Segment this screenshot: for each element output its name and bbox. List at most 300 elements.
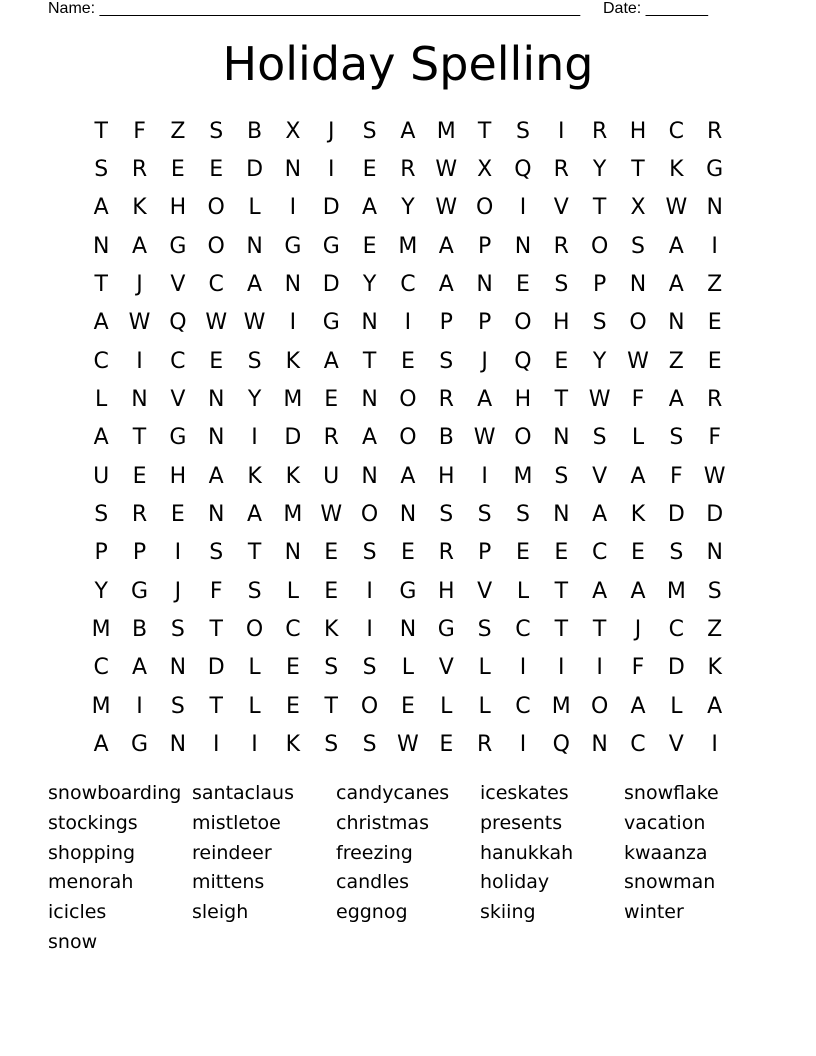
grid-cell[interactable]: S <box>94 157 109 183</box>
grid-cell[interactable]: Y <box>592 157 607 183</box>
grid-cell[interactable]: I <box>289 310 297 336</box>
grid-cell[interactable]: I <box>596 655 603 681</box>
grid-cell[interactable]: N <box>476 272 493 298</box>
grid-cell[interactable]: R <box>476 732 493 758</box>
grid-cell[interactable]: E <box>516 540 530 566</box>
grid-row <box>82 572 734 610</box>
grid-cell[interactable]: R <box>553 233 569 259</box>
grid-cell[interactable]: N <box>92 233 110 259</box>
grid-cell[interactable]: F <box>670 463 683 489</box>
grid-cell[interactable]: N <box>706 540 723 566</box>
grid-cell[interactable]: P <box>94 540 108 566</box>
grid-cell[interactable]: E <box>170 502 185 528</box>
grid-cell[interactable]: E <box>439 732 454 758</box>
grid-cell[interactable]: L <box>516 578 530 604</box>
grid-cell[interactable]: R <box>438 540 454 566</box>
grid-cell[interactable]: A <box>323 348 339 374</box>
grid-cell[interactable]: H <box>553 310 570 336</box>
grid-cell[interactable]: N <box>361 310 378 336</box>
grid-cell[interactable]: O <box>207 233 225 259</box>
grid-cell[interactable]: N <box>361 463 378 489</box>
grid-cell[interactable]: E <box>707 348 722 374</box>
grid-cell[interactable]: H <box>437 578 455 604</box>
grid-cell[interactable]: H <box>437 463 455 489</box>
grid-cell[interactable]: M <box>91 693 111 719</box>
grid-cell[interactable]: I <box>558 118 565 144</box>
grid-cell[interactable]: K <box>707 655 722 681</box>
grid-cell[interactable]: A <box>707 693 723 719</box>
grid-cell[interactable]: J <box>174 578 182 604</box>
grid-cell[interactable]: J <box>136 272 143 298</box>
grid-cell[interactable]: R <box>400 157 416 183</box>
grid-row <box>82 419 734 457</box>
grid-row <box>82 687 734 725</box>
grid-cell[interactable]: L <box>248 195 261 221</box>
grid-cell[interactable]: G <box>130 578 149 604</box>
grid-cell[interactable]: T <box>247 540 262 566</box>
grid-cell[interactable]: S <box>362 118 377 144</box>
grid-cell[interactable]: V <box>668 732 684 758</box>
grid-cell[interactable]: L <box>95 387 108 413</box>
grid-cell[interactable]: P <box>439 310 453 336</box>
grid-cell[interactable]: S <box>362 540 377 566</box>
grid-cell[interactable]: N <box>361 387 378 413</box>
grid-cell[interactable]: G <box>399 578 417 604</box>
grid-cell[interactable]: F <box>209 578 223 604</box>
grid-cell[interactable]: O <box>360 502 379 528</box>
grid-cell[interactable]: A <box>668 272 684 298</box>
grid-cell[interactable]: I <box>174 540 182 566</box>
grid-cell[interactable]: I <box>711 233 718 259</box>
grid-cell[interactable]: N <box>706 195 723 221</box>
grid-cell[interactable]: N <box>284 540 302 566</box>
grid-cell[interactable]: P <box>477 233 492 259</box>
grid-cell[interactable]: S <box>170 693 185 719</box>
grid-cell[interactable]: A <box>477 387 493 413</box>
grid-cell[interactable]: I <box>558 655 565 681</box>
grid-cell[interactable]: E <box>132 463 147 489</box>
grid-cell[interactable]: L <box>440 693 453 719</box>
grid-cell[interactable]: W <box>320 502 343 528</box>
grid-cell[interactable]: D <box>246 157 264 183</box>
grid-cell[interactable]: N <box>553 425 570 451</box>
grid-cell[interactable]: S <box>324 655 339 681</box>
grid-cell[interactable]: N <box>284 272 302 298</box>
grid-cell[interactable]: Q <box>552 732 570 758</box>
grid-cell[interactable]: T <box>554 617 569 643</box>
grid-cell[interactable]: A <box>668 233 684 259</box>
grid-cell[interactable]: E <box>285 693 300 719</box>
grid-cell[interactable]: Q <box>514 348 532 374</box>
grid-cell[interactable]: I <box>327 157 335 183</box>
date-field[interactable]: Date: _______ <box>603 0 708 17</box>
grid-cell[interactable]: N <box>284 157 302 183</box>
grid-cell[interactable]: L <box>670 693 683 719</box>
grid-cell[interactable]: V <box>553 195 569 221</box>
grid-cell[interactable]: R <box>707 118 723 144</box>
grid-cell[interactable]: G <box>169 233 187 259</box>
grid-cell[interactable]: M <box>666 578 686 604</box>
grid-cell[interactable]: M <box>436 118 456 144</box>
grid-cell[interactable]: X <box>630 195 646 221</box>
grid-cell[interactable]: V <box>438 655 454 681</box>
grid-cell[interactable]: N <box>591 732 608 758</box>
grid-cell[interactable]: A <box>93 425 109 451</box>
grid-cell[interactable]: W <box>435 195 458 221</box>
grid-cell[interactable]: W <box>397 732 419 758</box>
grid-cell[interactable]: T <box>209 617 223 643</box>
grid-cell[interactable]: E <box>400 348 415 374</box>
grid-cell[interactable]: H <box>169 463 187 489</box>
grid-cell[interactable]: E <box>324 387 339 413</box>
grid-cell[interactable]: C <box>285 617 301 643</box>
grid-cell[interactable]: D <box>322 272 340 298</box>
grid-cell[interactable]: V <box>592 463 608 489</box>
grid-cell[interactable]: A <box>247 272 263 298</box>
grid-cell[interactable]: S <box>554 272 569 298</box>
grid-cell[interactable]: I <box>136 693 143 719</box>
grid-cell[interactable]: U <box>93 463 110 489</box>
grid-cell[interactable]: Z <box>170 118 186 144</box>
grid-cell[interactable]: M <box>283 387 303 413</box>
grid-cell[interactable]: N <box>553 502 570 528</box>
grid-cell[interactable]: S <box>247 348 262 374</box>
grid-cell[interactable]: L <box>248 655 261 681</box>
grid-cell[interactable]: S <box>209 540 224 566</box>
grid-cell[interactable]: C <box>591 540 608 566</box>
grid-cell[interactable]: J <box>481 348 488 374</box>
grid-cell[interactable]: I <box>251 732 258 758</box>
grid-cell[interactable]: W <box>588 387 611 413</box>
grid-cell[interactable]: S <box>554 463 569 489</box>
grid-cell[interactable]: M <box>398 233 418 259</box>
grid-cell[interactable]: E <box>324 578 339 604</box>
grid-cell[interactable]: O <box>360 693 379 719</box>
grid-cell[interactable]: A <box>630 693 646 719</box>
grid-cell[interactable]: S <box>477 502 492 528</box>
grid-cell[interactable]: E <box>362 157 377 183</box>
grid-cell[interactable]: S <box>439 348 454 374</box>
grid-cell[interactable]: S <box>707 578 722 604</box>
grid-cell[interactable]: V <box>170 387 186 413</box>
grid-cell[interactable]: T <box>324 693 338 719</box>
grid-cell[interactable]: G <box>322 233 340 259</box>
grid-cell[interactable]: A <box>668 387 684 413</box>
word-list-item: shopping <box>48 841 136 864</box>
grid-cell[interactable]: S <box>209 118 224 144</box>
grid-cell[interactable]: Z <box>707 617 723 643</box>
grid-cell[interactable]: Z <box>668 348 684 374</box>
grid-cell[interactable]: W <box>205 310 228 336</box>
grid-cell[interactable]: N <box>207 502 225 528</box>
word-list-item: snowboarding <box>48 782 182 804</box>
grid-cell[interactable]: N <box>629 272 647 298</box>
grid-cell[interactable]: F <box>708 425 721 451</box>
grid-cell[interactable]: A <box>362 425 378 451</box>
grid-cell[interactable]: T <box>554 387 569 413</box>
grid-cell[interactable]: D <box>667 655 685 681</box>
grid-cell[interactable]: K <box>630 502 646 528</box>
grid-cell[interactable]: G <box>169 425 187 451</box>
grid-cell[interactable]: I <box>212 732 220 758</box>
grid-cell[interactable]: T <box>592 195 607 221</box>
grid-cell[interactable]: L <box>478 693 491 719</box>
grid-cell[interactable]: L <box>248 693 261 719</box>
grid-cell[interactable]: V <box>170 272 186 298</box>
grid-cell[interactable]: Y <box>247 387 262 413</box>
grid-cell[interactable]: N <box>131 387 148 413</box>
grid-cell[interactable]: I <box>519 655 527 681</box>
grid-cell[interactable]: T <box>362 348 377 374</box>
grid-cell[interactable]: B <box>131 617 148 643</box>
grid-cell[interactable]: P <box>477 310 492 336</box>
grid-cell[interactable]: T <box>94 118 108 144</box>
grid-cell[interactable]: X <box>285 118 301 144</box>
grid-cell[interactable]: P <box>477 540 492 566</box>
grid-cell[interactable]: N <box>207 425 225 451</box>
grid-cell[interactable]: A <box>592 502 608 528</box>
grid-cell[interactable]: Y <box>401 195 415 221</box>
grid-cell[interactable]: N <box>514 233 532 259</box>
grid-cell[interactable]: A <box>630 578 646 604</box>
name-field[interactable]: Name: ______________________________________________________ <box>48 0 581 17</box>
grid-cell[interactable]: E <box>554 348 569 374</box>
grid-cell[interactable]: A <box>93 732 109 758</box>
grid-cell[interactable]: C <box>400 272 416 298</box>
grid-cell[interactable]: R <box>323 425 339 451</box>
grid-cell[interactable]: T <box>209 693 223 719</box>
grid-cell[interactable]: L <box>286 578 300 604</box>
grid-cell[interactable]: S <box>669 425 684 451</box>
grid-cell[interactable]: A <box>362 195 378 221</box>
grid-cell[interactable]: F <box>631 387 645 413</box>
grid-cell[interactable]: K <box>324 617 339 643</box>
grid-cell[interactable]: O <box>245 617 264 643</box>
grid-cell[interactable]: E <box>554 540 569 566</box>
grid-cell[interactable]: O <box>475 195 494 221</box>
grid-cell[interactable]: A <box>131 233 148 259</box>
grid-cell[interactable]: R <box>553 157 569 183</box>
grid-cell[interactable]: A <box>630 463 646 489</box>
grid-cell[interactable]: F <box>133 118 146 144</box>
grid-cell[interactable]: D <box>667 502 685 528</box>
grid-cell[interactable]: A <box>592 578 608 604</box>
grid-cell[interactable]: C <box>208 272 224 298</box>
grid-cell[interactable]: I <box>136 348 143 374</box>
grid-cell[interactable]: A <box>438 272 454 298</box>
grid-cell[interactable]: P <box>132 540 147 566</box>
grid-cell[interactable]: T <box>477 118 492 144</box>
grid-cell[interactable]: R <box>591 118 608 144</box>
grid-cell[interactable]: B <box>247 118 263 144</box>
grid-cell[interactable]: W <box>665 195 688 221</box>
grid-cell[interactable]: G <box>437 617 455 643</box>
grid-cell[interactable]: O <box>399 387 417 413</box>
grid-cell[interactable]: N <box>169 732 187 758</box>
grid-cell[interactable]: E <box>209 157 224 183</box>
grid-cell[interactable]: E <box>707 310 722 336</box>
grid-cell[interactable]: O <box>514 310 532 336</box>
grid-cell[interactable]: N <box>399 617 417 643</box>
grid-cell[interactable]: O <box>207 195 225 221</box>
grid-cell[interactable]: Y <box>94 578 108 604</box>
grid-cell[interactable]: E <box>170 157 185 183</box>
grid-cell[interactable]: W <box>703 463 726 489</box>
grid-cell[interactable]: N <box>668 310 685 336</box>
grid-cell[interactable]: L <box>631 425 645 451</box>
grid-cell[interactable]: N <box>399 502 417 528</box>
grid-cell[interactable]: Y <box>592 348 607 374</box>
grid-cell[interactable]: M <box>551 693 571 719</box>
grid-cell[interactable]: A <box>93 195 109 221</box>
grid-cell[interactable]: S <box>170 617 185 643</box>
grid-cell[interactable]: R <box>131 502 148 528</box>
grid-cell[interactable]: A <box>247 502 263 528</box>
grid-cell[interactable]: T <box>94 272 108 298</box>
grid-cell[interactable]: W <box>243 310 266 336</box>
grid-cell[interactable]: N <box>169 655 187 681</box>
grid-cell[interactable]: J <box>634 617 642 643</box>
grid-cell[interactable]: K <box>285 732 301 758</box>
grid-cell[interactable]: K <box>285 348 301 374</box>
grid-cell[interactable]: O <box>629 310 647 336</box>
word-list-item: sleigh <box>192 901 249 924</box>
grid-cell[interactable]: F <box>631 655 645 681</box>
grid-cell[interactable]: I <box>289 195 297 221</box>
grid-cell[interactable]: I <box>366 578 373 604</box>
grid-cell[interactable]: R <box>707 387 723 413</box>
grid-cell[interactable]: E <box>400 540 415 566</box>
grid-cell[interactable]: H <box>169 195 187 221</box>
grid-cell[interactable]: I <box>519 195 527 221</box>
grid-cell[interactable]: G <box>322 310 340 336</box>
grid-cell[interactable]: E <box>516 272 530 298</box>
grid-cell[interactable]: D <box>284 425 302 451</box>
header-line <box>48 0 708 18</box>
grid-cell[interactable]: K <box>247 463 262 489</box>
grid-cell[interactable]: A <box>400 118 416 144</box>
grid-cell[interactable]: U <box>323 463 340 489</box>
grid-cell[interactable]: G <box>284 233 302 259</box>
grid-cell[interactable]: S <box>439 502 454 528</box>
grid-cell[interactable]: W <box>473 425 496 451</box>
grid-cell[interactable]: X <box>477 157 493 183</box>
grid-cell[interactable]: S <box>324 732 339 758</box>
grid-cell[interactable]: D <box>706 502 724 528</box>
grid-cell[interactable]: Q <box>169 310 187 336</box>
grid-cell[interactable]: G <box>706 157 724 183</box>
grid-cell[interactable]: I <box>519 732 527 758</box>
grid-cell[interactable]: S <box>247 578 262 604</box>
grid-cell[interactable]: V <box>477 578 493 604</box>
grid-cell[interactable]: M <box>513 463 533 489</box>
grid-cell[interactable]: T <box>592 617 607 643</box>
grid-cell[interactable]: W <box>128 310 151 336</box>
grid-cell[interactable]: A <box>93 310 109 336</box>
grid-cell[interactable]: I <box>481 463 488 489</box>
grid-cell[interactable]: S <box>362 655 377 681</box>
grid-cell[interactable]: W <box>627 348 649 374</box>
grid-cell[interactable]: C <box>515 693 531 719</box>
grid-cell[interactable]: W <box>435 157 458 183</box>
grid-cell[interactable]: I <box>711 732 718 758</box>
grid-cell[interactable]: S <box>592 425 607 451</box>
grid-cell[interactable]: B <box>438 425 454 451</box>
grid-cell[interactable]: E <box>400 693 415 719</box>
grid-cell[interactable]: D <box>207 655 225 681</box>
grid-cell[interactable]: J <box>327 118 335 144</box>
grid-cell[interactable]: N <box>207 387 225 413</box>
grid-cell[interactable]: O <box>590 693 609 719</box>
grid-cell[interactable]: E <box>362 233 377 259</box>
grid-cell[interactable]: I <box>404 310 412 336</box>
grid-cell[interactable]: E <box>285 655 300 681</box>
grid-cell[interactable]: H <box>514 387 532 413</box>
grid-cell[interactable]: O <box>590 233 609 259</box>
grid-cell[interactable]: E <box>631 540 645 566</box>
grid-cell[interactable]: O <box>514 425 532 451</box>
grid-cell[interactable]: C <box>668 617 685 643</box>
grid-cell[interactable]: S <box>362 732 377 758</box>
grid-cell[interactable]: C <box>515 617 531 643</box>
grid-cell[interactable]: E <box>324 540 339 566</box>
grid-cell[interactable]: A <box>131 655 148 681</box>
grid-cell[interactable]: R <box>131 157 148 183</box>
grid-cell[interactable]: S <box>94 502 109 528</box>
grid-cell[interactable]: Z <box>707 272 723 298</box>
grid-cell[interactable]: C <box>93 655 109 681</box>
grid-cell[interactable]: T <box>631 157 645 183</box>
grid-cell[interactable]: M <box>283 502 303 528</box>
grid-cell[interactable]: H <box>629 118 647 144</box>
grid-cell[interactable]: E <box>209 348 224 374</box>
grid-cell[interactable]: R <box>438 387 454 413</box>
grid-cell[interactable]: L <box>401 655 415 681</box>
word-list-item: icicles <box>48 901 107 924</box>
grid-cell[interactable]: A <box>208 463 224 489</box>
grid-cell[interactable]: S <box>669 540 684 566</box>
grid-cell[interactable]: N <box>246 233 263 259</box>
grid-cell[interactable]: A <box>400 463 416 489</box>
grid-cell[interactable]: C <box>170 348 186 374</box>
grid-cell[interactable]: C <box>93 348 109 374</box>
grid-cell[interactable]: G <box>130 732 149 758</box>
grid-cell[interactable]: Y <box>362 272 377 298</box>
grid-cell[interactable]: M <box>91 617 111 643</box>
grid-cell[interactable]: S <box>515 118 530 144</box>
grid-row <box>82 649 734 687</box>
grid-cell[interactable]: K <box>132 195 147 221</box>
grid-cell[interactable]: S <box>477 617 492 643</box>
grid-cell[interactable]: Q <box>514 157 532 183</box>
grid-cell[interactable]: T <box>132 425 147 451</box>
grid-cell[interactable]: K <box>669 157 684 183</box>
grid-cell[interactable]: L <box>478 655 491 681</box>
grid-cell[interactable]: S <box>631 233 645 259</box>
grid-cell[interactable]: D <box>322 195 340 221</box>
grid-cell[interactable]: I <box>251 425 258 451</box>
grid-cell[interactable]: P <box>593 272 607 298</box>
grid-cell[interactable]: C <box>630 732 646 758</box>
grid-cell[interactable]: O <box>399 425 417 451</box>
grid-cell[interactable]: C <box>668 118 685 144</box>
grid-cell[interactable]: K <box>285 463 301 489</box>
grid-cell[interactable]: I <box>366 617 373 643</box>
grid-cell[interactable]: A <box>438 233 454 259</box>
grid-cell[interactable]: S <box>592 310 607 336</box>
grid-cell[interactable]: S <box>515 502 530 528</box>
grid-cell[interactable]: T <box>554 578 569 604</box>
